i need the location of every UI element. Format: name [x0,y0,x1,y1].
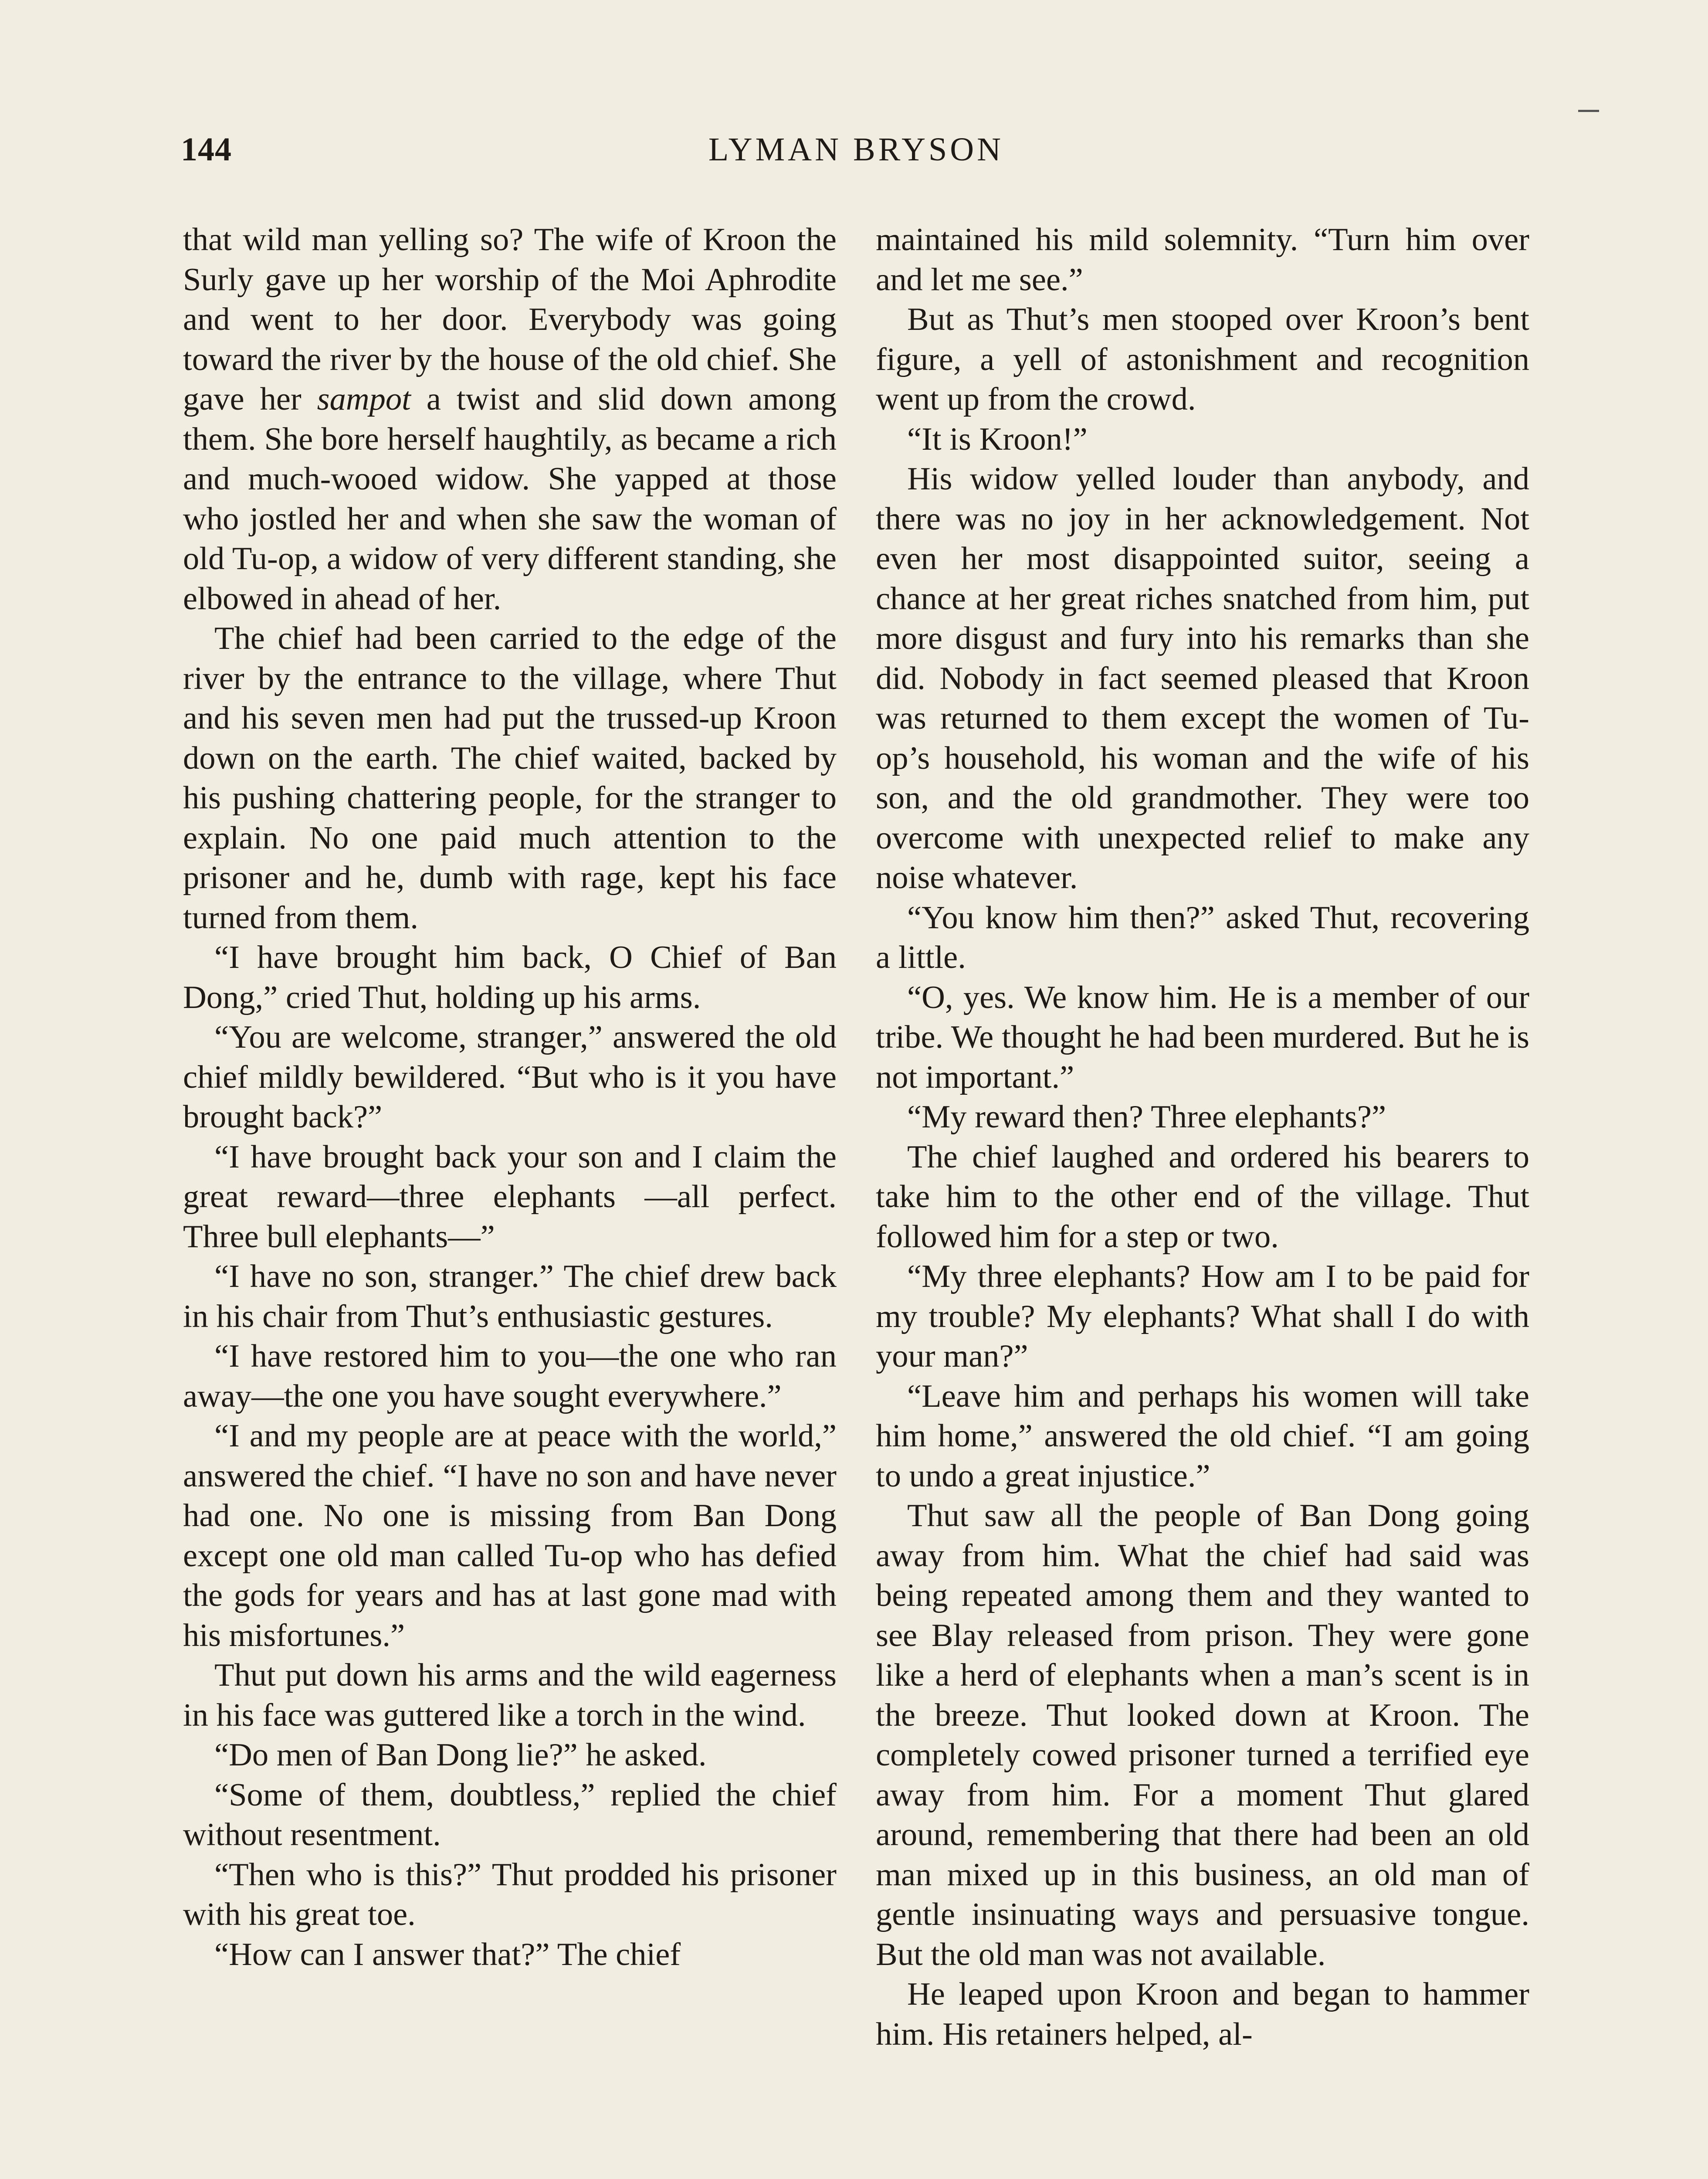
paragraph: Thut saw all the people of Ban Dong going away from him. What the chief had said was being repeated among them and they wanted to see Blay released from prison. They were gone like a herd of elephants when a man’s scent is in the breeze. Thut looked down at Kroon. The completely cowed prisoner turned a terrified eye away from him. For a moment Thut glared around, remembering that there had been an old man mixed up in this business, an old man of gentle insinuating ways and persuasive tongue. But the old man was not available. [876,1498,1529,1972]
right-column [876,220,1529,2054]
paragraph: He leaped upon Kroon and began to hammer him. His retainers helped, al- [876,1976,1529,2052]
paragraph: Thut put down his arms and the wild eagerness in his face was guttered like a torch in the wind. [183,1657,837,1733]
paragraph: “You are welcome, stranger,” answered the old chief mildly bewildered. “But who is it you have brought back?” [183,1019,837,1135]
paragraph [183,220,837,619]
paragraph: “Then who is this?” Thut prodded his prisoner with his great toe. [183,1857,837,1932]
running-title: LYMAN BRYSON [708,131,1004,168]
paragraph: “My three elephants? How am I to be paid for my trouble? My elephants? What shall I do with your man?” [876,1259,1529,1374]
paragraph: “I have brought him back, O Chief of Ban Dong,” cried Thut, holding up his arms. [183,940,837,1015]
paragraph: “I have no son, stranger.” The chief drew back in his chair from Thut’s enthusiastic gestures. [183,1259,837,1334]
paragraph: “How can I answer that?” The chief [214,1936,681,1972]
paragraph: But as Thut’s men stooped over Kroon’s bent figure, a yell of astonishment and recognition went up from the crowd. [876,302,1529,417]
paragraph: “O, yes. We know him. He is a member of our tribe. We thought he had been murdered. But he is not important.” [876,979,1529,1095]
paragraph: His widow yelled louder than anybody, and there was no joy in her acknowledgement. Not even her most disappointed suitor, seeing a chance at her great riches snatched from him, put more disgust and fury into his remarks than she did. Nobody in fact seemed pleased that Kroon was returned to them except the women of Tu-op’s household, his woman and the wife of his son, and the old grandmother. They were too overcome with unexpected relief to make any noise whatever. [876,461,1529,896]
italic-term: sampot [317,381,411,417]
running-head [181,131,1532,183]
paragraph: “It is Kroon!” [907,421,1088,457]
page-number: 144 [181,131,232,168]
paragraph-text: that wild man yelling so? The wife of Kroon the Surly gave up her worship of the Moi Aphrodite and went to her door. Everybody was going toward the river by the house of the old chief. She gave her [183,222,837,417]
paragraph: “Leave him and perhaps his women will take him home,” answered the old chief. “I am going to undo a great injustice.” [876,1378,1529,1494]
paragraph: “Some of them, doubtless,” replied the chief without resentment. [183,1777,837,1853]
paragraph: “My reward then? Three elephants?” [907,1099,1386,1135]
paragraph: “I and my people are at peace with the world,” answered the chief. “I have no son and have never had one. No one is missing from Ban Dong except one old man called Tu-op who has defied the gods for years and has at last gone mad with his misfortunes.” [183,1418,837,1653]
page-edge-mark [1578,110,1599,112]
paragraph: maintained his mild solemnity. “Turn him over and let me see.” [876,222,1529,298]
paragraph: “I have restored him to you—the one who ran away—the one you have sought everywhere.” [183,1338,837,1414]
paragraph: The chief laughed and ordered his bearers to take him to the other end of the village. Thut followed him for a step or two. [876,1139,1529,1255]
paragraph: “Do men of Ban Dong lie?” he asked. [214,1737,707,1773]
paragraph: The chief had been carried to the edge of the river by the entrance to the village, where Thut and his seven men had put the trussed-up Kroon down on the earth. The chief waited, backed by his pushing chattering people, for the stranger to explain. No one paid much attention to the prisoner and he, dumb with rage, kept his face turned from them. [183,621,837,936]
paragraph-text: a twist and slid down among them. She bore herself haughtily, as became a rich and much-wooed widow. She yapped at those who jostled her and when she saw the woman of old Tu-op, a widow of very different standing, she elbowed in ahead of her. [183,381,837,617]
left-column [183,220,837,1975]
paragraph: “You know him then?” asked Thut, recovering a little. [876,899,1529,975]
paragraph: “I have brought back your son and I claim the great reward—three elephants —all perfect. Three bull elephants—” [183,1139,837,1255]
